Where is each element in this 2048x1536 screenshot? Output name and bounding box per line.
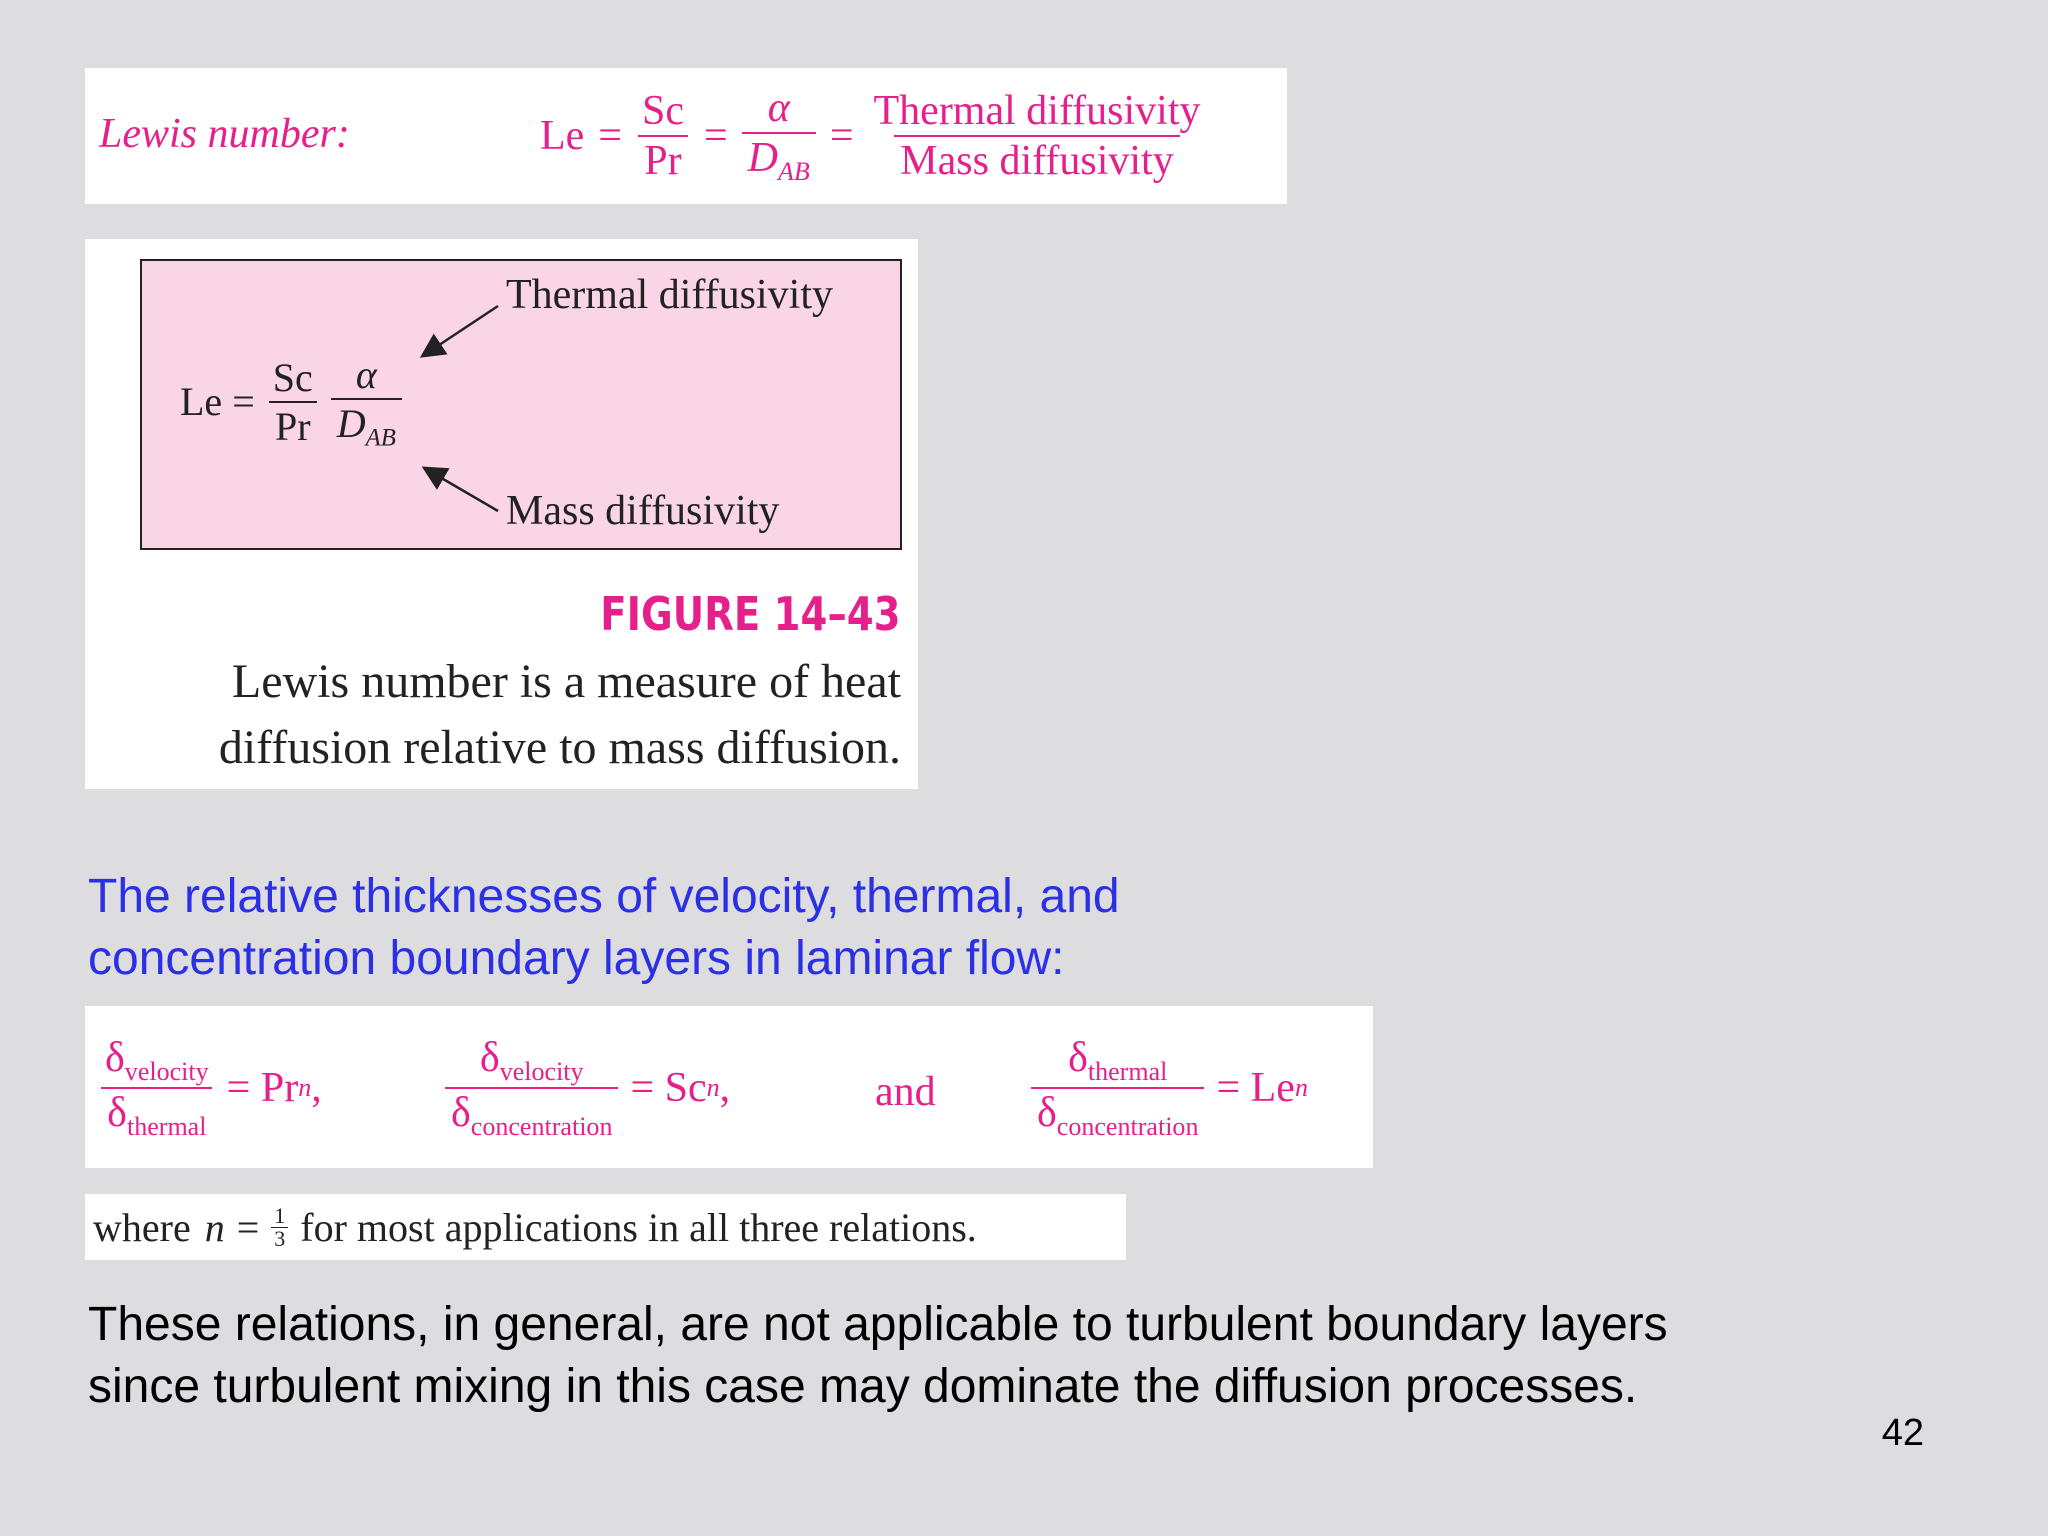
exponent-n: n xyxy=(1294,1073,1308,1102)
thermal-diffusivity-label: Thermal diffusivity xyxy=(506,272,833,318)
heading-line-1: The relative thicknesses of velocity, thermal, and xyxy=(88,870,1120,923)
subscript-velocity: velocity xyxy=(124,1057,209,1086)
velocity-over-thermal xyxy=(99,1034,215,1142)
figure-number: FIGURE 14–43 xyxy=(600,587,901,641)
velocity-over-concentration xyxy=(445,1034,618,1142)
mass-diffusivity-text: Mass diffusivity xyxy=(894,135,1179,185)
delta: δ xyxy=(105,1034,125,1081)
delta-concentration xyxy=(1031,1087,1204,1142)
delta: δ xyxy=(451,1090,471,1136)
where-n-note xyxy=(85,1194,1126,1260)
where-suffix: for most applications in all three relations. xyxy=(300,1205,977,1250)
equals-sign: = xyxy=(829,113,854,159)
equals-sign: = xyxy=(236,1205,260,1250)
delta-velocity xyxy=(99,1034,215,1087)
velocity-concentration-relation xyxy=(445,1018,730,1158)
lewis-label: Lewis number: xyxy=(99,111,350,157)
sc-rhs: = Sc xyxy=(630,1065,707,1111)
mass-diffusivity-label: Mass diffusivity xyxy=(506,488,780,534)
caption-line-2: diffusion relative to mass diffusion. xyxy=(218,721,901,774)
delta-thermal xyxy=(101,1087,212,1142)
thickness-relations xyxy=(85,1006,1373,1168)
mass-arrow xyxy=(426,469,498,511)
delta: δ xyxy=(1037,1090,1057,1136)
le-symbol: Le xyxy=(540,113,585,159)
thermal-over-mass xyxy=(868,87,1207,185)
and-word: and xyxy=(875,1069,936,1115)
subscript-velocity: velocity xyxy=(499,1057,584,1086)
alpha: α xyxy=(767,85,790,132)
figure-pr: Pr xyxy=(269,401,317,450)
one-third xyxy=(271,1205,288,1250)
subscript-thermal: thermal xyxy=(126,1112,207,1142)
pr: Pr xyxy=(638,135,687,185)
thermal-over-concentration xyxy=(1031,1034,1204,1142)
lewis-number-definition xyxy=(85,68,1287,204)
alpha-over-dab xyxy=(742,84,816,187)
exponent-n: n xyxy=(298,1073,312,1102)
subscript-concentration: concentration xyxy=(470,1112,613,1142)
figure-le: Le = xyxy=(180,379,255,425)
figure-caption xyxy=(219,649,901,781)
equals-sign: = xyxy=(598,113,622,159)
figure-arrows xyxy=(142,261,900,548)
comma: , xyxy=(311,1065,322,1111)
figure-14-43 xyxy=(85,239,918,789)
turbulent-note xyxy=(88,1294,1668,1418)
sc: Sc xyxy=(641,88,684,134)
caption-line-1: Lewis number is a measure of heat xyxy=(231,655,901,708)
boundary-layers-heading xyxy=(88,866,1120,990)
figure-d-subscript: AB xyxy=(365,424,396,452)
thermal-arrow xyxy=(424,306,498,355)
figure-alpha: α xyxy=(355,352,377,397)
page-number: 42 xyxy=(1881,1412,1924,1454)
heading-line-2: concentration boundary layers in laminar flow: xyxy=(88,932,1065,985)
delta: δ xyxy=(1068,1034,1088,1081)
velocity-thermal-relation xyxy=(99,1018,322,1158)
body-line-2: since turbulent mixing in this case may dominate the diffusion processes. xyxy=(88,1360,1638,1413)
comma: , xyxy=(719,1065,731,1111)
delta-concentration xyxy=(445,1087,618,1142)
delta: δ xyxy=(479,1034,500,1081)
pr-rhs: = Pr xyxy=(226,1065,299,1111)
dab xyxy=(742,132,816,187)
frac-denominator: 3 xyxy=(271,1227,288,1250)
sc-over-pr xyxy=(636,87,690,185)
delta-thermal xyxy=(1062,1034,1173,1087)
equals-sign: = xyxy=(703,113,728,159)
le-rhs: = Le xyxy=(1216,1065,1295,1111)
subscript-concentration: concentration xyxy=(1056,1112,1199,1142)
thermal-diffusivity-text: Thermal diffusivity xyxy=(873,88,1201,134)
lewis-equation xyxy=(540,76,1207,196)
thermal-concentration-relation xyxy=(1031,1018,1308,1158)
figure-panel xyxy=(140,259,902,550)
where-word: where xyxy=(93,1205,191,1250)
figure-d-symbol: D xyxy=(336,401,366,446)
delta-velocity xyxy=(474,1034,590,1087)
exponent-n: n xyxy=(706,1073,720,1102)
body-line-1: These relations, in general, are not applicable to turbulent boundary layers xyxy=(88,1298,1668,1351)
subscript-thermal: thermal xyxy=(1087,1057,1168,1086)
n-symbol: n xyxy=(204,1205,225,1250)
d-symbol: D xyxy=(747,135,779,182)
figure-sc: Sc xyxy=(272,354,313,400)
delta: δ xyxy=(107,1090,127,1136)
d-subscript: AB xyxy=(778,157,810,187)
frac-numerator: 1 xyxy=(274,1203,286,1228)
